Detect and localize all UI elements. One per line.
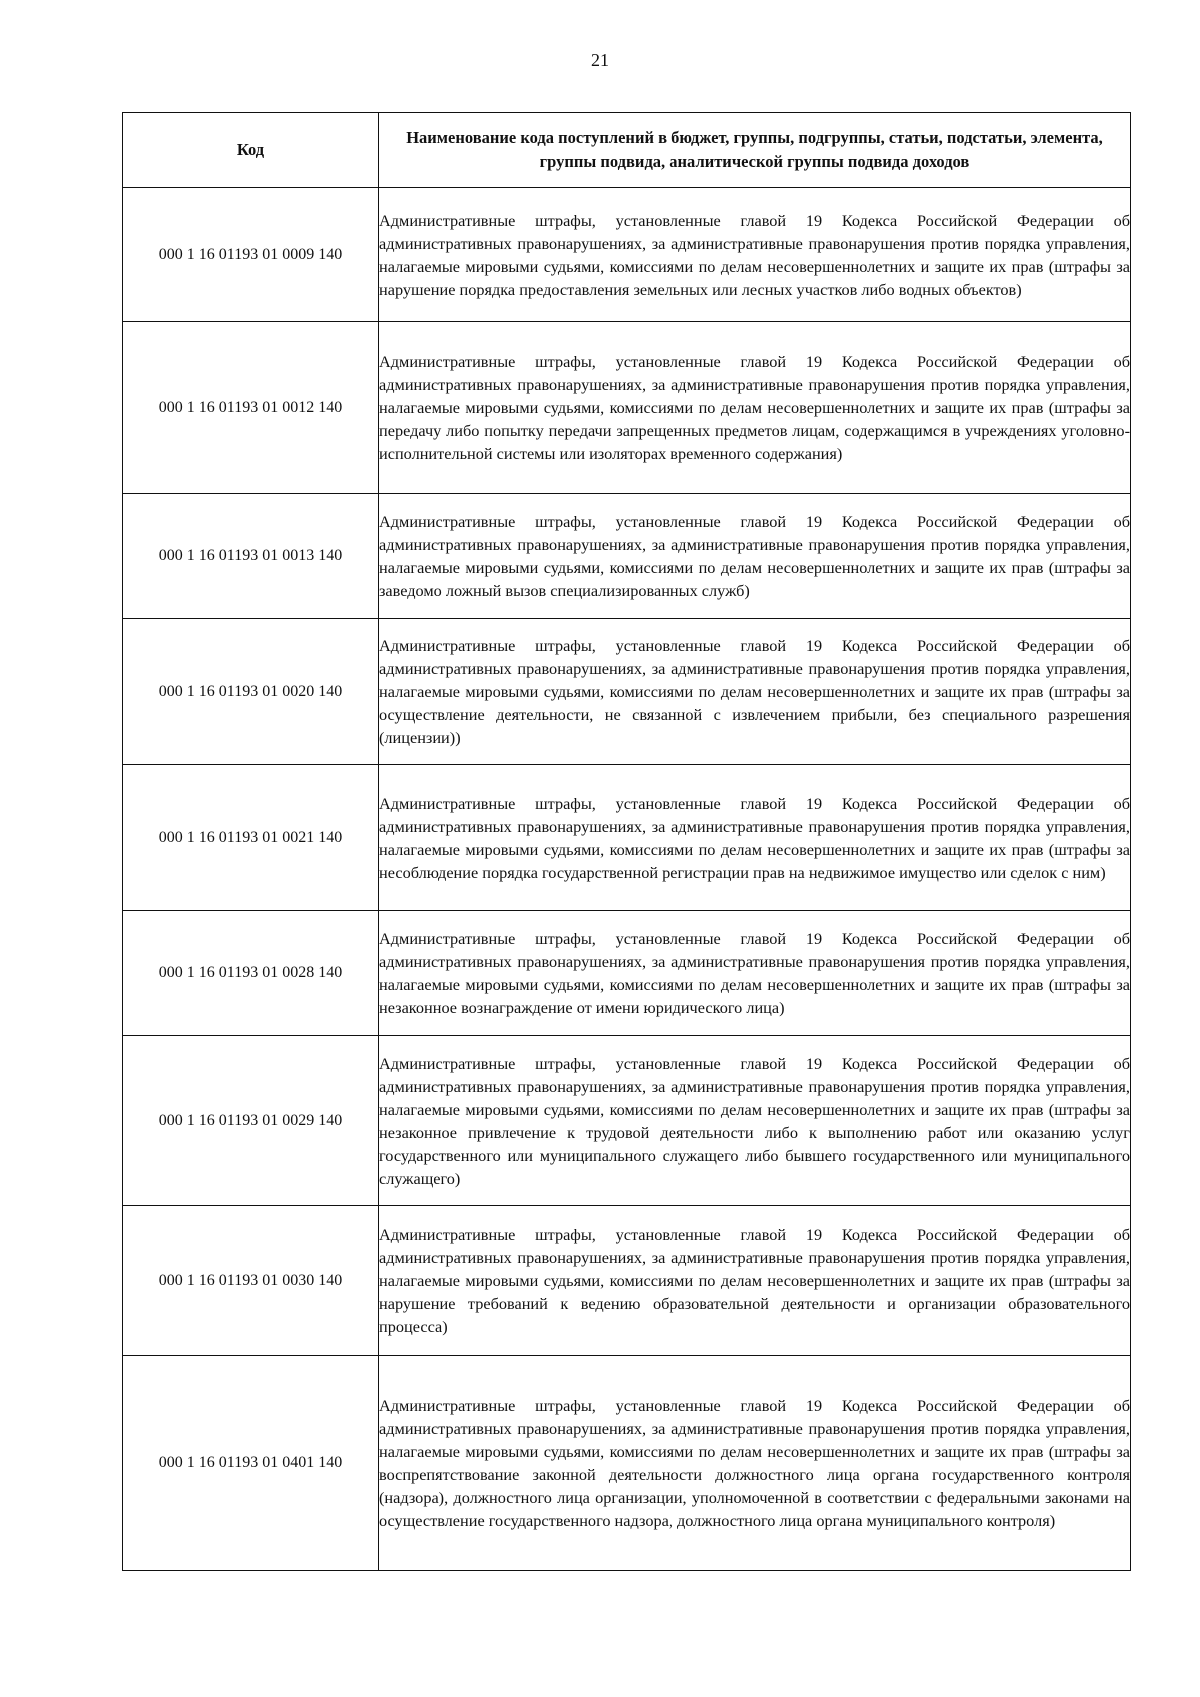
row-code: 000 1 16 01193 01 0009 140	[123, 188, 379, 322]
row-code: 000 1 16 01193 01 0012 140	[123, 322, 379, 494]
row-name: Административные штрафы, установленные главой 19 Кодекса Российской Федерации об административных правонарушениях, за административные правонарушения против порядка управления, налагаемые мировыми судьями, комиссиями по делам несовершеннолетних и защите их прав (штрафы за заведомо ложный вызов специализированных служб)	[379, 494, 1131, 619]
row-code: 000 1 16 01193 01 0030 140	[123, 1206, 379, 1356]
row-code: 000 1 16 01193 01 0028 140	[123, 911, 379, 1036]
header-name: Наименование кода поступлений в бюджет, группы, подгруппы, статьи, подстатьи, элемента, группы подвида, аналитической группы подвида доходов	[379, 113, 1131, 188]
table-row	[123, 188, 1131, 322]
row-name: Административные штрафы, установленные главой 19 Кодекса Российской Федерации об административных правонарушениях, за административные правонарушения против порядка управления, налагаемые мировыми судьями, комиссиями по делам несовершеннолетних и защите их прав (штрафы за воспрепятствование законной деятельности должностного лица органа государственного контроля (надзора), должностного лица организации, уполномоченной в соответствии с федеральными законами на осуществление государственного надзора, должностного лица органа муниципального контроля)	[379, 1356, 1131, 1571]
row-name: Административные штрафы, установленные главой 19 Кодекса Российской Федерации об административных правонарушениях, за административные правонарушения против порядка управления, налагаемые мировыми судьями, комиссиями по делам несовершеннолетних и защите их прав (штрафы за осуществление деятельности, не связанной с извлечением прибыли, без специального разрешения (лицензии))	[379, 619, 1131, 765]
row-name: Административные штрафы, установленные главой 19 Кодекса Российской Федерации об административных правонарушениях, за административные правонарушения против порядка управления, налагаемые мировыми судьями, комиссиями по делам несовершеннолетних и защите их прав (штрафы за нарушение порядка предоставления земельных или лесных участков либо водных объектов)	[379, 188, 1131, 322]
table-row	[123, 1036, 1131, 1206]
row-code: 000 1 16 01193 01 0029 140	[123, 1036, 379, 1206]
row-name: Административные штрафы, установленные главой 19 Кодекса Российской Федерации об административных правонарушениях, за административные правонарушения против порядка управления, налагаемые мировыми судьями, комиссиями по делам несовершеннолетних и защите их прав (штрафы за незаконное привлечение к трудовой деятельности либо к выполнению работ или оказанию услуг государственного или муниципального служащего либо бывшего государственного или муниципального служащего)	[379, 1036, 1131, 1206]
table-row	[123, 322, 1131, 494]
row-name: Административные штрафы, установленные главой 19 Кодекса Российской Федерации об административных правонарушениях, за административные правонарушения против порядка управления, налагаемые мировыми судьями, комиссиями по делам несовершеннолетних и защите их прав (штрафы за нарушение требований к ведению образовательной деятельности и организации образовательного процесса)	[379, 1206, 1131, 1356]
table-row	[123, 494, 1131, 619]
table-header-row	[123, 113, 1131, 188]
revenue-codes-table	[122, 112, 1131, 1571]
table-row	[123, 911, 1131, 1036]
row-name: Административные штрафы, установленные главой 19 Кодекса Российской Федерации об административных правонарушениях, за административные правонарушения против порядка управления, налагаемые мировыми судьями, комиссиями по делам несовершеннолетних и защите их прав (штрафы за несоблюдение порядка государственной регистрации прав на недвижимое имущество или сделок с ним)	[379, 765, 1131, 911]
row-code: 000 1 16 01193 01 0021 140	[123, 765, 379, 911]
table-row	[123, 619, 1131, 765]
row-code: 000 1 16 01193 01 0020 140	[123, 619, 379, 765]
page-number: 21	[591, 50, 609, 70]
row-code: 000 1 16 01193 01 0401 140	[123, 1356, 379, 1571]
row-name: Административные штрафы, установленные главой 19 Кодекса Российской Федерации об административных правонарушениях, за административные правонарушения против порядка управления, налагаемые мировыми судьями, комиссиями по делам несовершеннолетних и защите их прав (штрафы за незаконное вознаграждение от имени юридического лица)	[379, 911, 1131, 1036]
table-row	[123, 1206, 1131, 1356]
row-code: 000 1 16 01193 01 0013 140	[123, 494, 379, 619]
table-row	[123, 1356, 1131, 1571]
row-name: Административные штрафы, установленные главой 19 Кодекса Российской Федерации об административных правонарушениях, за административные правонарушения против порядка управления, налагаемые мировыми судьями, комиссиями по делам несовершеннолетних и защите их прав (штрафы за передачу либо попытку передачи запрещенных предметов лицам, содержащимся в учреждениях уголовно-исполнительной системы или изоляторах временного содержания)	[379, 322, 1131, 494]
table-row	[123, 765, 1131, 911]
header-code: Код	[123, 113, 379, 188]
